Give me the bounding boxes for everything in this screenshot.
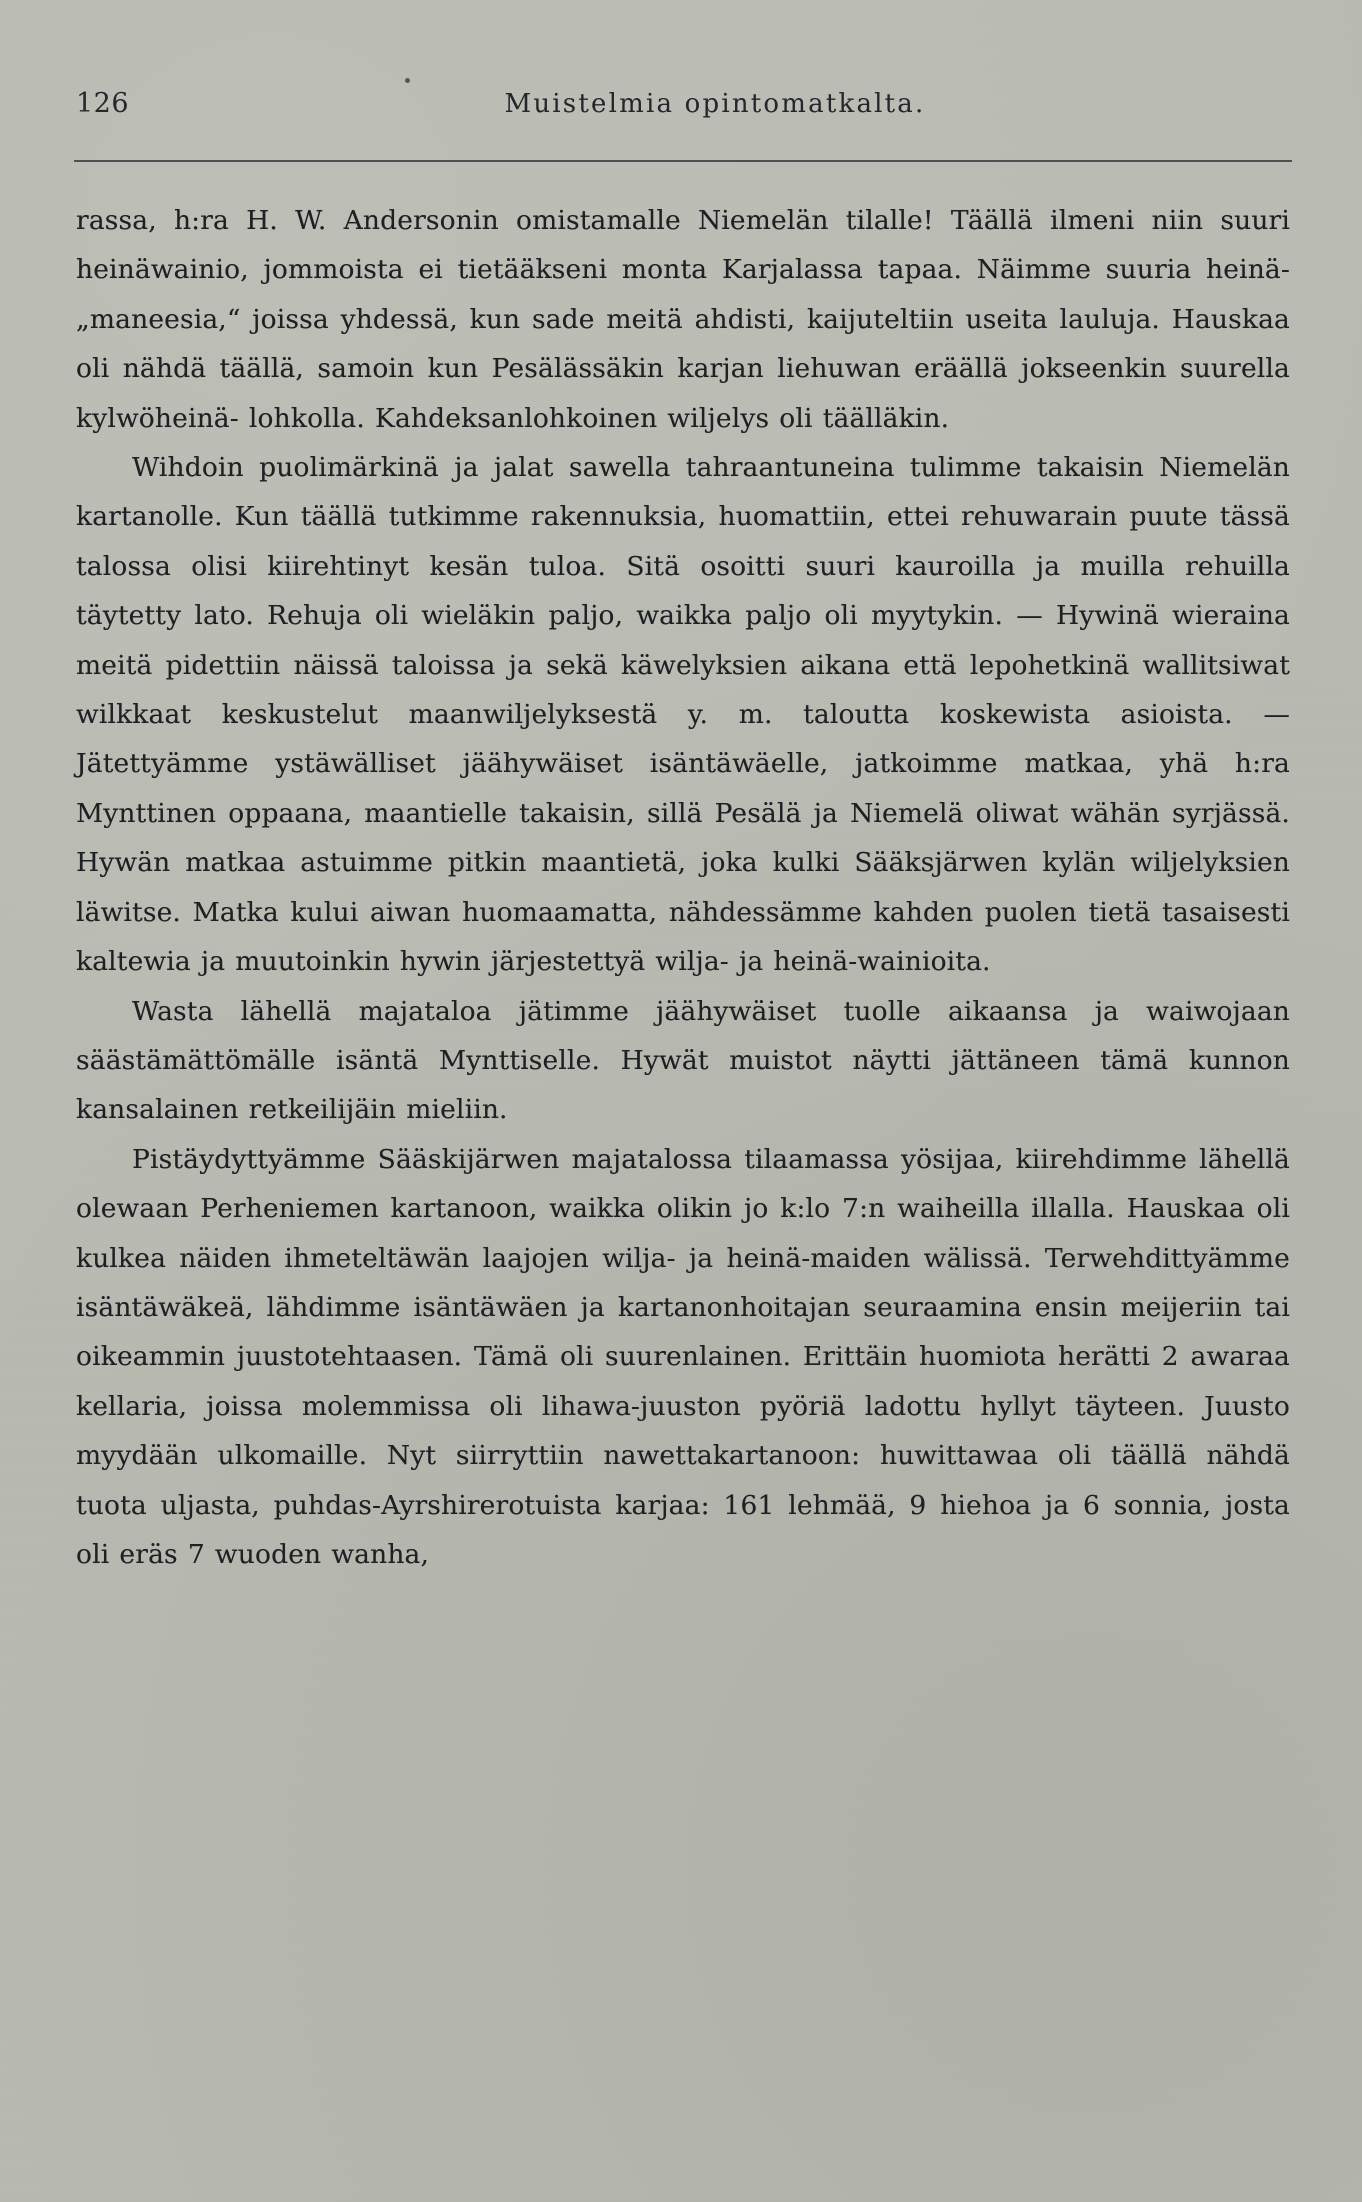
body-text — [76, 196, 1290, 1579]
paragraph: Wasta lähellä majataloa jätimme jäähywäiset tuolle aikaansa ja waiwojaan säästämättömälle isäntä Mynttiselle. Hywät muistot näytti jättäneen tämä kunnon kansalainen retkeilijäin mieliin. — [76, 995, 1290, 1126]
paragraph: Pistäydyttyämme Sääskijärwen majatalossa tilaamassa yösijaa, kiirehdimme lähellä olewaan Perheniemen kartanoon, waikka olikin jo k:lo 7:n waiheilla illalla. Hauskaa oli kulkea näiden ihmeteltäwän laajojen wilja- ja heinä-maiden wälissä. Terwehdittyämme isäntäwäkeä, lähdimme isäntäwäen ja kartanonhoitajan seuraamina ensin meijeriin tai oikeammin juustotehtaasen. Tämä oli suurenlainen. Erittäin huomiota herätti 2 awaraa kellaria, joissa molemmissa oli lihawa-juuston pyöriä ladottu hyllyt täyteen. Juusto myydään ulkomaille. Nyt siirryttiin nawettakartanoon: huwittawaa oli täällä nähdä tuota uljasta, puhdas-Ayrshirerotuista karjaa: 161 lehmää, 9 hiehoa ja 6 sonnia, josta oli eräs 7 wuoden wanha, — [76, 1143, 1290, 1570]
page-header — [76, 88, 1286, 128]
page-number: 126 — [76, 88, 130, 119]
paragraph: Wihdoin puolimärkinä ja jalat sawella tahraantuneina tulimme takaisin Niemelän kartanolle. Kun täällä tutkimme rakennuksia, huomattiin, ettei rehuwarain puute tässä talossa olisi kiirehtinyt kesän tuloa. Sitä osoitti suuri kauroilla ja muilla rehuilla täytetty lato. Rehuja oli wieläkin paljo, waikka paljo oli myytykin. — Hywinä wieraina meitä pidettiin näissä taloissa ja sekä käwelyksien aikana että lepohetkinä wallitsiwat wilkkaat keskustelut maanwiljelyksestä y. m. taloutta koskewista asioista. — Jätettyämme ystäwälliset jäähywäiset isäntäwäelle, jatkoimme matkaa, yhä h:ra Mynttinen oppaana, maantielle takaisin, sillä Pesälä ja Niemelä oliwat wähän syrjässä. Hywän matkaa astuimme pitkin maantietä, joka kulki Sääksjärwen kylän wiljelyksien läwitse. Matka kului aiwan huomaamatta, nähdessämme kahden puolen tietä tasaisesti kaltewia ja muutoinkin hywin järjestettyä wilja- ja heinä-wainioita. — [76, 452, 1290, 978]
running-title: Muistelmia opintomatkalta. — [504, 89, 926, 119]
paragraph: rassa, h:ra H. W. Andersonin omistamalle Niemelän tilalle! Täällä ilmeni niin suuri heinäwainio, jommoista ei tietääkseni monta Karjalassa tapaa. Näimme suuria heinä-„maneesia,“ joissa yhdessä, kun sade meitä ahdisti, kaijuteltiin useita lauluja. Hauskaa oli nähdä täällä, samoin kun Pesälässäkin karjan liehuwan eräällä jokseenkin suurella kylwöheinä- lohkolla. Kahdeksanlohkoinen wiljelys oli täälläkin. — [76, 205, 1290, 434]
ink-speck — [405, 78, 410, 83]
header-rule — [74, 160, 1292, 162]
